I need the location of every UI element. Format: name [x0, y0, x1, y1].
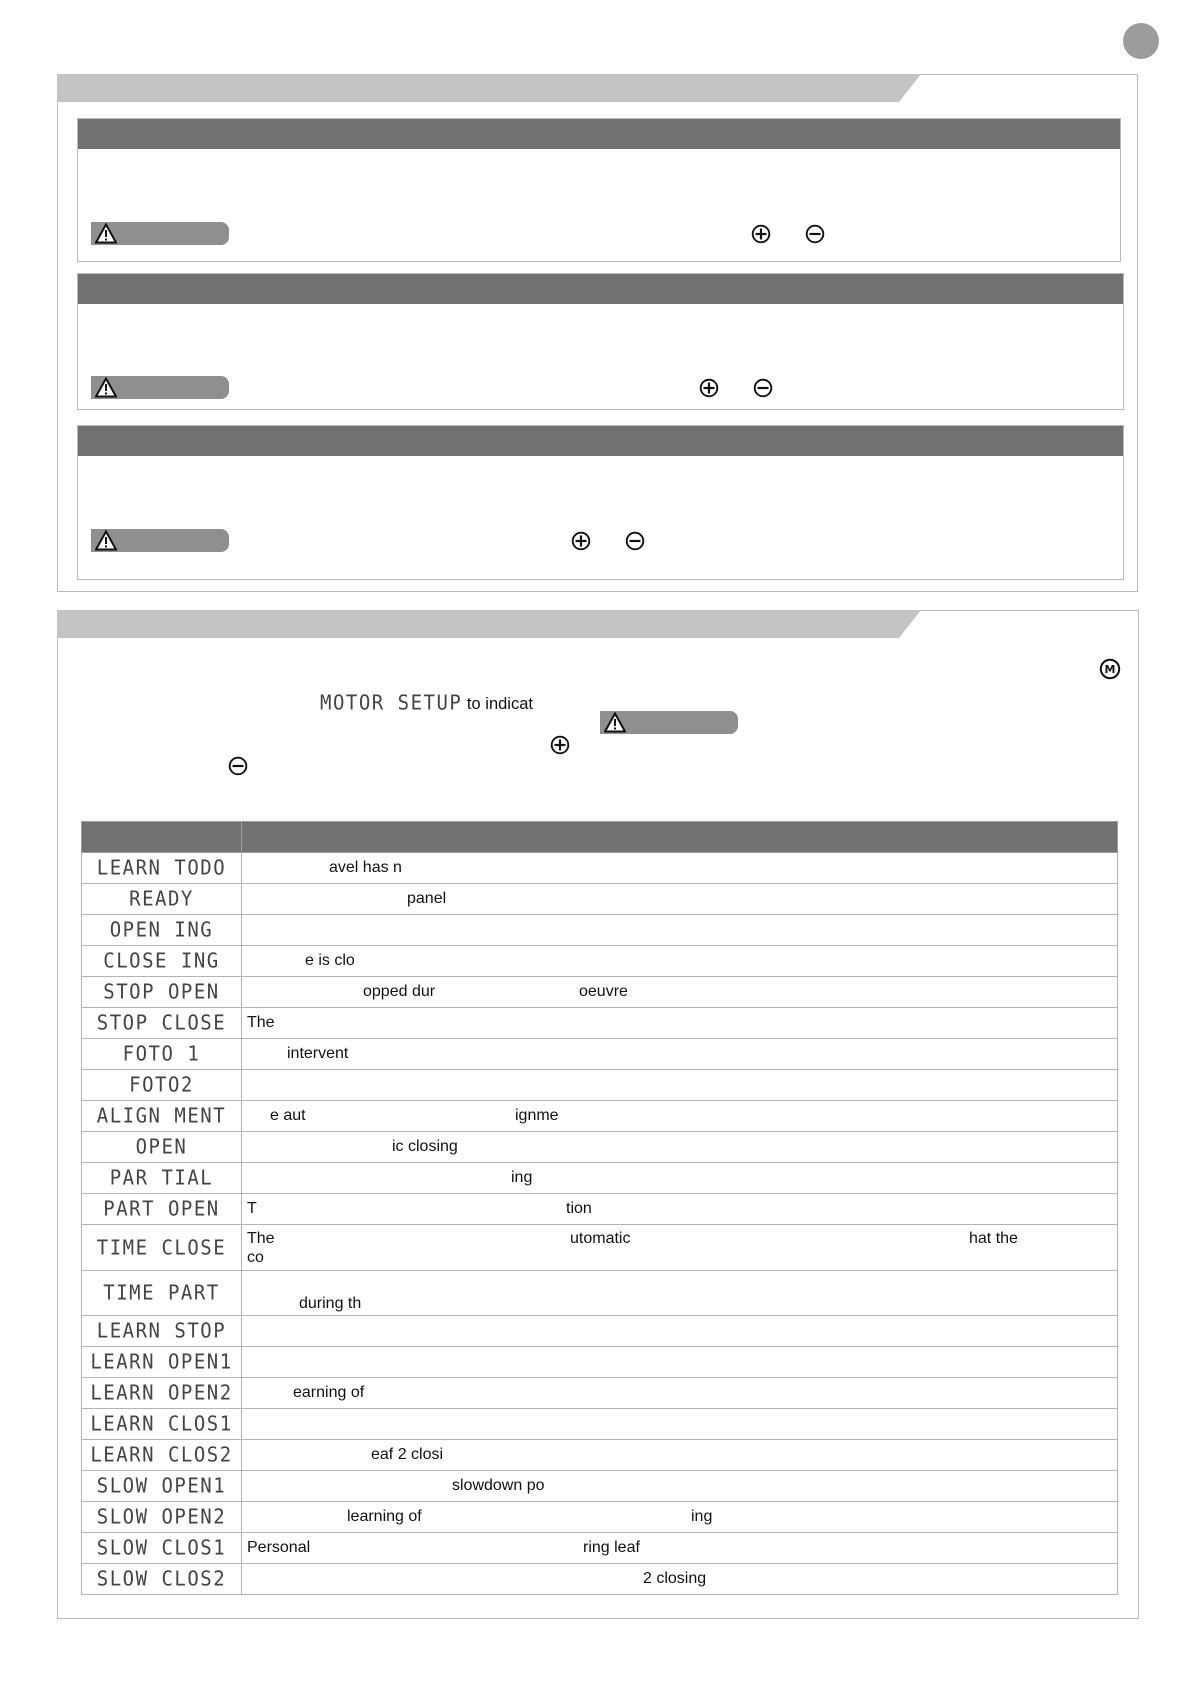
description-fragment: panel	[407, 889, 447, 907]
plus-circle-icon	[699, 378, 719, 398]
description-cell	[242, 1101, 1118, 1132]
description-fragment: oeuvre	[579, 982, 628, 1000]
lcd-code: TIME PART	[103, 1281, 220, 1305]
lcd-code: LEARN OPEN2	[90, 1381, 233, 1405]
warning-triangle-icon	[604, 712, 626, 733]
lcd-code: STOP OPEN	[103, 980, 220, 1004]
description-fragment: learning of	[347, 1507, 422, 1525]
table-row	[82, 1225, 1118, 1271]
warning-bar	[91, 222, 229, 245]
plus-circle-icon	[550, 735, 570, 755]
table-row	[82, 1271, 1118, 1316]
minus-circle-icon	[753, 378, 773, 398]
table-row	[82, 977, 1118, 1008]
svg-text:M: M	[1104, 663, 1116, 676]
lcd-code-cell	[82, 1409, 242, 1440]
description-cell	[242, 1378, 1118, 1409]
table-row	[82, 1533, 1118, 1564]
table-row	[82, 853, 1118, 884]
lcd-code: LEARN OPEN1	[90, 1350, 233, 1374]
warning-triangle-icon	[95, 223, 117, 244]
lcd-code-cell	[82, 1564, 242, 1595]
lcd-code: READY	[129, 887, 194, 911]
description-cell	[242, 884, 1118, 915]
lcd-code-cell	[82, 1225, 242, 1271]
lcd-code: STOP CLOSE	[96, 1011, 227, 1035]
table-row	[82, 1378, 1118, 1409]
description-fragment: ring leaf	[583, 1538, 640, 1556]
lcd-code: LEARN CLOS1	[90, 1412, 233, 1436]
description-cell	[242, 1409, 1118, 1440]
description-fragment: e is clo	[305, 951, 355, 969]
section-2-tab	[57, 610, 921, 638]
description-fragment: opped dur	[363, 982, 436, 1000]
parameter-box-2-header	[78, 274, 1123, 304]
lcd-code: LEARN TODO	[96, 856, 227, 880]
lcd-code-cell	[82, 1533, 242, 1564]
table-row	[82, 1008, 1118, 1039]
description-cell	[242, 1132, 1118, 1163]
description-fragment: ing	[511, 1168, 533, 1186]
description-fragment: tion	[566, 1199, 592, 1217]
description-cell	[242, 1194, 1118, 1225]
description-fragment: Personal	[247, 1538, 311, 1556]
description-second-line: co	[247, 1248, 264, 1266]
lcd-code-cell	[82, 977, 242, 1008]
description-fragment: intervent	[287, 1044, 349, 1062]
description-cell	[242, 1271, 1118, 1316]
lcd-code-cell	[82, 1194, 242, 1225]
description-fragment: e aut	[270, 1106, 306, 1124]
table-row	[82, 1316, 1118, 1347]
description-cell	[242, 1347, 1118, 1378]
description-cell	[242, 1039, 1118, 1070]
lcd-code-cell	[82, 915, 242, 946]
lcd-code-cell	[82, 1347, 242, 1378]
lcd-code: LEARN STOP	[96, 1319, 227, 1343]
lcd-code: OPEN	[135, 1135, 188, 1159]
warning-triangle-icon	[95, 377, 117, 398]
lcd-code: LEARN CLOS2	[90, 1443, 233, 1467]
table-header-row	[82, 822, 1118, 853]
display-messages-table	[81, 821, 1118, 1595]
description-cell	[242, 946, 1118, 977]
lcd-code-cell	[82, 946, 242, 977]
description-fragment: ic closing	[392, 1137, 458, 1155]
table-row	[82, 946, 1118, 977]
lcd-code-cell	[82, 1132, 242, 1163]
description-fragment: utomatic	[570, 1229, 631, 1247]
description-cell	[242, 1163, 1118, 1194]
motor-setup-line	[320, 692, 533, 714]
description-fragment: hat the	[969, 1229, 1018, 1247]
description-fragment: earning of	[293, 1383, 365, 1401]
warning-triangle-icon	[95, 530, 117, 551]
table-row	[82, 1471, 1118, 1502]
parameter-box-3-header	[78, 426, 1123, 456]
table-row	[82, 1347, 1118, 1378]
motor-m-icon	[1099, 658, 1121, 680]
minus-circle-icon	[228, 756, 248, 776]
parameter-box-1-header	[78, 119, 1120, 149]
table-row	[82, 1564, 1118, 1595]
description-cell	[242, 977, 1118, 1008]
warning-bar	[91, 376, 229, 399]
table-row	[82, 915, 1118, 946]
parameter-box-2	[77, 273, 1124, 410]
lcd-code: OPEN ING	[109, 918, 214, 942]
lcd-code-cell	[82, 1163, 242, 1194]
description-fragment: eaf 2 closi	[371, 1445, 444, 1463]
lcd-code: PAR TIAL	[109, 1166, 214, 1190]
table-row	[82, 1409, 1118, 1440]
description-cell	[242, 915, 1118, 946]
table-row	[82, 1070, 1118, 1101]
lcd-code-cell	[82, 853, 242, 884]
lcd-code: FOTO 1	[122, 1042, 201, 1066]
table-row	[82, 1502, 1118, 1533]
lcd-code-cell	[82, 1008, 242, 1039]
description-cell	[242, 1533, 1118, 1564]
lcd-code: PART OPEN	[103, 1197, 220, 1221]
lcd-code: SLOW CLOS1	[96, 1536, 227, 1560]
table-row	[82, 1132, 1118, 1163]
warning-bar	[600, 711, 738, 734]
lcd-code: SLOW CLOS2	[96, 1567, 227, 1591]
description-fragment: slowdown po	[452, 1476, 545, 1494]
lcd-code-cell	[82, 1101, 242, 1132]
lcd-code: TIME CLOSE	[96, 1235, 227, 1260]
description-fragment: T	[247, 1199, 257, 1217]
lcd-code: ALIGN MENT	[96, 1104, 227, 1128]
motor-setup-text: to indicat	[462, 695, 533, 713]
description-cell	[242, 1440, 1118, 1471]
description-fragment: The	[247, 1013, 275, 1031]
table-row	[82, 1194, 1118, 1225]
description-cell	[242, 1502, 1118, 1533]
lcd-code-cell	[82, 1316, 242, 1347]
section-1-tab	[57, 74, 921, 102]
lcd-motor-setup: MOTOR SETUP	[320, 691, 463, 715]
description-cell	[242, 1316, 1118, 1347]
table-row	[82, 1440, 1118, 1471]
description-cell	[242, 1564, 1118, 1595]
description-fragment: avel has n	[329, 858, 402, 876]
minus-circle-icon	[625, 531, 645, 551]
lcd-code: SLOW OPEN2	[96, 1505, 227, 1529]
description-cell	[242, 1008, 1118, 1039]
lcd-code-cell	[82, 1271, 242, 1316]
description-second-line: during th	[299, 1295, 362, 1312]
description-fragment: ing	[691, 1507, 713, 1525]
lcd-code-cell	[82, 1070, 242, 1101]
description-fragment: The	[247, 1229, 275, 1247]
description-cell	[242, 1070, 1118, 1101]
page-number-dot	[1123, 23, 1159, 59]
lcd-code-cell	[82, 1440, 242, 1471]
warning-bar	[91, 529, 229, 552]
minus-circle-icon	[805, 224, 825, 244]
lcd-code-cell	[82, 1378, 242, 1409]
lcd-code: SLOW OPEN1	[96, 1474, 227, 1498]
parameter-box-1	[77, 118, 1121, 262]
description-fragment: 2 closing	[643, 1569, 707, 1587]
lcd-code-cell	[82, 1502, 242, 1533]
table-row	[82, 1101, 1118, 1132]
table-row	[82, 1039, 1118, 1070]
table-header-code	[82, 822, 242, 853]
description-cell	[242, 1225, 1118, 1271]
description-fragment: ignme	[515, 1106, 559, 1124]
lcd-code-cell	[82, 1039, 242, 1070]
plus-circle-icon	[751, 224, 771, 244]
description-cell	[242, 853, 1118, 884]
table-body	[82, 853, 1118, 1595]
parameter-box-3	[77, 425, 1124, 580]
plus-circle-icon	[571, 531, 591, 551]
lcd-code: FOTO2	[129, 1073, 194, 1097]
description-cell	[242, 1471, 1118, 1502]
lcd-code-cell	[82, 1471, 242, 1502]
lcd-code: CLOSE ING	[103, 949, 220, 973]
table-row	[82, 884, 1118, 915]
table-row	[82, 1163, 1118, 1194]
lcd-code-cell	[82, 884, 242, 915]
table-header-description	[242, 822, 1118, 853]
